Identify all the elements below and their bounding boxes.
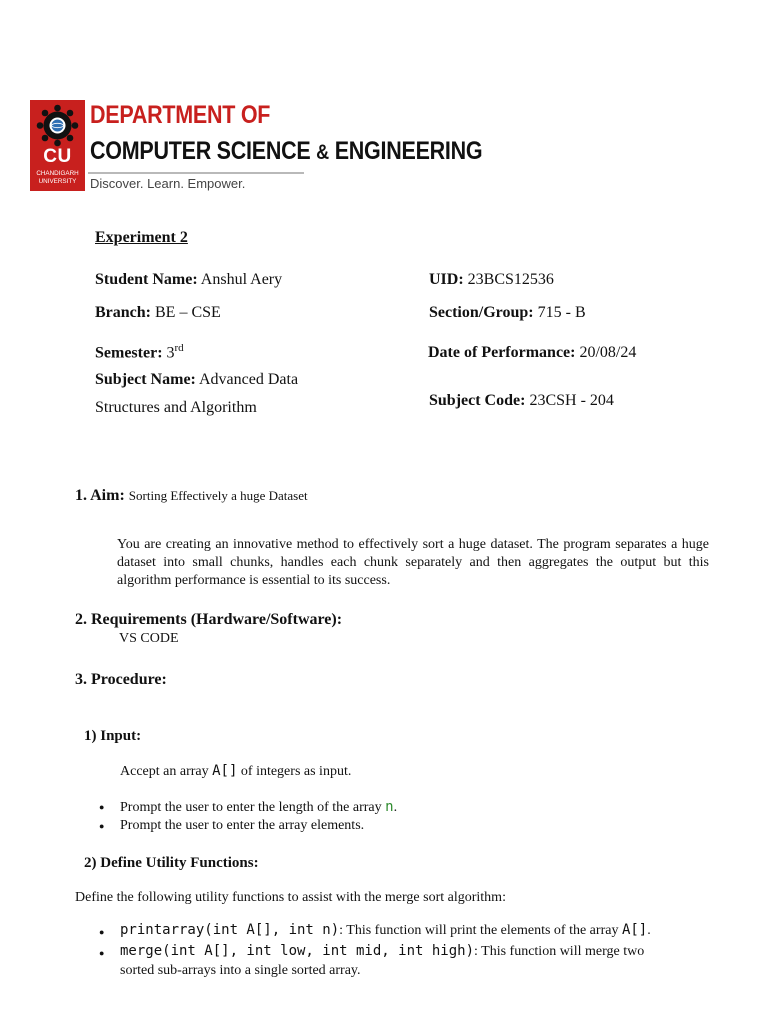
- merge-text: merge(int A[], int low, int mid, int high): This function will merge two: [120, 943, 645, 959]
- bullet-printarray: ●: [99, 927, 105, 937]
- procedure-heading: 3. Procedure:: [75, 671, 167, 688]
- header-divider: [88, 172, 304, 174]
- university-logo: [30, 100, 85, 191]
- logo-cu-text: CU: [43, 146, 72, 167]
- experiment-title: Experiment 2: [95, 229, 188, 246]
- department-title: DEPARTMENT OF: [90, 101, 271, 129]
- logo-emblem-icon: [36, 104, 79, 147]
- merge-text-continued: sorted sub-arrays into a single sorted array.: [120, 963, 361, 978]
- subject-name: Subject Name: Advanced Data: [95, 371, 299, 388]
- student-name: Student Name: Anshul Aery: [95, 271, 283, 288]
- tagline: Discover. Learn. Empower.: [90, 176, 246, 191]
- uid: UID: 23BCS12536: [429, 271, 554, 288]
- requirements-heading: 2. Requirements (Hardware/Software):: [75, 611, 343, 628]
- input-heading: 1) Input:: [84, 728, 142, 744]
- printarray-text: printarray(int A[], int n): This function will print the elements of the array A[].: [120, 922, 651, 938]
- input-text: Accept an array A[] of integers as input.: [120, 763, 352, 779]
- utility-heading: 2) Define Utility Functions:: [84, 855, 259, 871]
- requirements-item: VS CODE: [119, 631, 179, 646]
- semester: Semester: 3rd: [95, 342, 184, 362]
- logo-university-text: CHANDIGARH UNIVERSITY: [36, 170, 79, 185]
- section-group: Section/Group: 715 - B: [429, 304, 586, 321]
- department-name: COMPUTER SCIENCE & ENGINEERING: [90, 137, 483, 165]
- bullet-length-text: Prompt the user to enter the length of the array n.: [120, 799, 398, 815]
- subject-name-continued: Structures and Algorithm: [95, 399, 257, 416]
- aim-heading: 1. Aim: Sorting Effectively a huge Dataset: [75, 487, 308, 504]
- utility-intro: Define the following utility functions to assist with the merge sort algorithm:: [75, 890, 506, 905]
- date-of-performance: Date of Performance: 20/08/24: [428, 344, 637, 361]
- bullet-elements: ●: [99, 821, 105, 831]
- branch: Branch: BE – CSE: [95, 304, 221, 321]
- bullet-elements-text: Prompt the user to enter the array elements.: [120, 818, 365, 833]
- aim-paragraph: You are creating an innovative method to effectively sort a huge dataset. The program separates a huge dataset into small chunks, handles each chunk separately and then aggregates the output but this algorithm performance is essential to its success.: [117, 537, 709, 588]
- subject-code: Subject Code: 23CSH - 204: [429, 392, 614, 409]
- bullet-merge: ●: [99, 948, 105, 958]
- bullet-length: ●: [99, 802, 105, 812]
